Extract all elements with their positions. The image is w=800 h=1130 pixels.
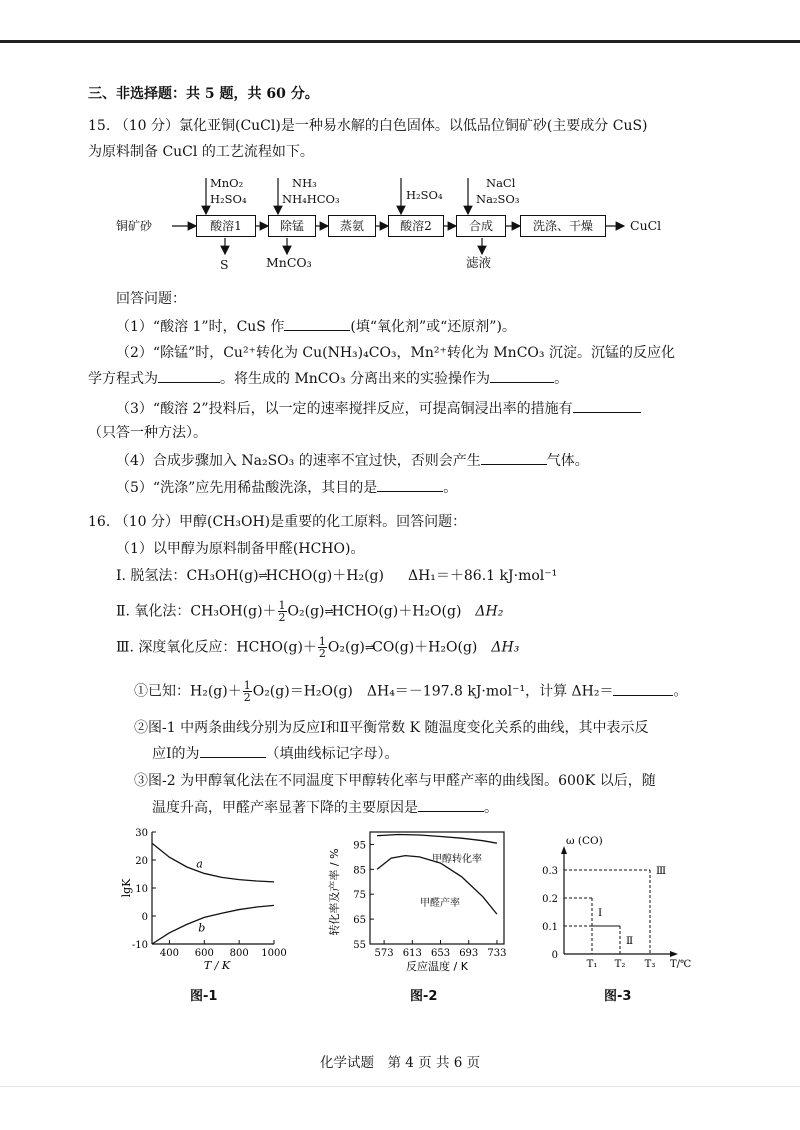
- y-tick-label: 30: [135, 828, 148, 839]
- q16-item3-line1: ③图-2 为甲醇氧化法在不同温度下甲醇转化率与甲醛产率的曲线图。600K 以后，随: [134, 773, 656, 789]
- q16-item2-line2: [152, 743, 399, 764]
- fraction-half: [318, 636, 327, 659]
- flow-out1: S: [220, 257, 229, 272]
- flow-step-ammonia: 蒸氨: [328, 215, 376, 237]
- flow-input1-b: H₂SO₄: [210, 192, 247, 206]
- flow-input5-a: NaCl: [486, 176, 516, 190]
- reaction-1-dh: ΔH₁＝＋86.1 kJ·mol⁻¹: [407, 568, 558, 584]
- flow-step-demanganese: 除锰: [268, 215, 316, 237]
- series-line-methanol-conversion: [377, 835, 497, 844]
- x-tick-label: 613: [402, 948, 422, 959]
- fraction-half: [278, 600, 287, 623]
- q15-part2-text: 学方程式为: [88, 371, 158, 387]
- x-tick-label: 800: [229, 948, 249, 959]
- fraction-num: 1: [243, 679, 251, 692]
- q15-stem-line2: 为原料制备 CuCl 的工艺流程如下。: [88, 144, 314, 160]
- y-tick-label: 0.3: [542, 866, 558, 877]
- figure-1-chart: [118, 822, 287, 974]
- q16-item2-tail: （填曲线标记字母）。: [265, 746, 399, 762]
- y-tick-label: 95: [353, 840, 366, 852]
- y-axis-arrow-icon: [561, 846, 567, 854]
- flow-step-synthesis: 合成: [456, 215, 506, 237]
- point-label: Ⅲ: [656, 865, 667, 877]
- x-axis-label: 反应温度 / K: [406, 960, 468, 973]
- q16-stem: 16. （10 分）甲醇(CH₃OH)是重要的化工原料。回答问题：: [88, 514, 467, 530]
- y-tick-label: 85: [353, 865, 366, 877]
- answer-blank-4[interactable]: [481, 450, 547, 465]
- header-rule: [0, 40, 800, 43]
- y-axis-label: ω (CO): [566, 835, 603, 847]
- q15-part1-text: （1）“酸溶 1”时，CuS 作: [116, 319, 285, 335]
- answer-blank-6[interactable]: [613, 681, 673, 696]
- fraction-den: 2: [243, 691, 251, 704]
- reaction-3: [116, 636, 519, 659]
- reaction-3-label: Ⅲ. 深度氧化反应：: [116, 639, 237, 656]
- y-tick-label: 75: [353, 890, 366, 902]
- reaction-1-label: Ⅰ. 脱氢法：: [116, 568, 187, 584]
- section-heading: 三、非选择题：共 5 题，共 60 分。: [88, 86, 319, 102]
- flow-input1-a: MnO₂: [210, 176, 244, 190]
- reaction-2-o2: O₂(g): [287, 603, 325, 620]
- figure-2-caption: 图-2: [410, 989, 438, 1004]
- q15-part2-line1: （2）“除锰”时，Cu²⁺转化为 Cu(NH₃)₄CO₃，Mn²⁺转化为 MnCO₃ 沉淀。沉锰的反应化: [116, 345, 675, 361]
- page-footer: 化学试题 第 4 页 共 6 页: [320, 1055, 481, 1071]
- y-tick-label: 0: [141, 912, 148, 923]
- q16-item1: [134, 680, 687, 703]
- equilibrium-arrow-icon: ⇌: [364, 640, 373, 654]
- y-tick-label: -10: [131, 940, 148, 951]
- series-line-a: [152, 843, 274, 882]
- q15-part2-mid: 。将生成的 MnCO₃ 分离出来的实验操作为: [220, 371, 491, 387]
- y-tick-label: 0.2: [542, 894, 558, 905]
- series-label: 甲醛产率: [420, 898, 460, 909]
- q16-item2-line1: ②图-1 中两条曲线分别为反应Ⅰ和Ⅱ平衡常数 K 随温度变化关系的曲线，其中表示反: [134, 720, 649, 736]
- footer-rule: [0, 1086, 800, 1087]
- flow-step-acid2: 酸溶2: [388, 215, 444, 237]
- flow-out2: MnCO₃: [266, 255, 312, 270]
- y-axis-label: lgK: [120, 878, 133, 898]
- reaction-2-left: CH₃OH(g)＋: [190, 603, 277, 620]
- x-tick-label: 1000: [261, 948, 287, 959]
- reaction-2-dh: ΔH₂: [475, 603, 504, 620]
- x-tick-label: T₂: [614, 959, 626, 970]
- flow-step-wash-dry: 洗涤、干燥: [520, 215, 606, 237]
- answer-blank-1[interactable]: [284, 316, 350, 331]
- q15-part4-text: （4）合成步骤加入 Na₂SO₃ 的速率不宜过快，否则会产生: [116, 453, 481, 469]
- y-tick-label: 20: [135, 856, 148, 867]
- fraction-num: 1: [318, 635, 326, 648]
- q16-sub1: （1）以甲醇为原料制备甲醛(HCHO)。: [116, 541, 365, 557]
- x-tick-label: 693: [459, 948, 479, 959]
- answer-blank-2a[interactable]: [158, 368, 220, 383]
- q15-part2-end: 。: [554, 371, 569, 387]
- reaction-1-right: HCHO(g)＋H₂(g): [265, 568, 384, 584]
- q15-part3-line2: （只答一种方法）。: [88, 425, 207, 441]
- x-tick-label: T₁: [586, 959, 598, 970]
- reaction-3-dh: ΔH₃: [491, 639, 520, 656]
- fraction-den: 2: [318, 647, 326, 660]
- reaction-2-right: HCHO(g)＋H₂O(g): [331, 603, 462, 620]
- q15-part1: [116, 316, 516, 337]
- figure-1-caption: 图-1: [190, 989, 218, 1004]
- flow-input4: H₂SO₄: [406, 188, 443, 202]
- x-tick-label: 573: [374, 948, 394, 959]
- reaction-3-right: CO(g)＋H₂O(g): [372, 639, 478, 656]
- point-label: Ⅱ: [626, 935, 634, 947]
- q15-part5-text: （5）“洗涤”应先用稀盐酸洗涤，其目的是: [116, 480, 378, 496]
- y-tick-label: 0: [551, 950, 558, 961]
- fraction-num: 1: [278, 599, 286, 612]
- flow-input5-b: Na₂SO₃: [476, 192, 520, 206]
- y-tick-label: 10: [135, 884, 148, 895]
- x-axis-label: T / K: [203, 959, 231, 972]
- series-label-a: a: [196, 857, 203, 871]
- reaction-2: [116, 600, 503, 623]
- y-tick-label: 0.1: [542, 922, 558, 933]
- q15-stem-line1: 15. （10 分）氯化亚铜(CuCl)是一种易水解的白色固体。以低品位铜矿砂(主要成分 CuS): [88, 118, 648, 134]
- flow-out5: 滤液: [466, 255, 492, 270]
- figure-2-chart: [322, 826, 512, 976]
- q15-part1-tail: (填“氧化剂”或“还原剂”)。: [350, 319, 516, 335]
- q15-part5-tail: 。: [443, 480, 458, 496]
- answer-blank-3[interactable]: [573, 398, 641, 413]
- x-tick-label: 600: [194, 948, 214, 959]
- flow-start: 铜矿砂: [116, 219, 153, 233]
- figure-3-caption: 图-3: [604, 989, 632, 1004]
- q15-part3-line1: [116, 398, 641, 419]
- y-axis-label: 转化率及产率 / %: [328, 848, 341, 936]
- x-axis-arrow-icon: [670, 951, 678, 957]
- q15-part3-text: （3）“酸溶 2”投料后，以一定的速率搅拌反应，可提高铜浸出率的措施有: [116, 401, 573, 417]
- x-tick-label: 653: [430, 948, 451, 959]
- plot-frame: [370, 832, 504, 944]
- y-tick-label: 65: [353, 915, 366, 927]
- flow-input2-b: NH₄HCO₃: [282, 192, 340, 206]
- q16-item1-mid: O₂(g)＝H₂O(g) ΔH₄＝－197.8 kJ·mol⁻¹，计算 ΔH₂＝: [252, 683, 614, 700]
- answer-blank-8[interactable]: [418, 797, 484, 812]
- equilibrium-arrow-icon: ⇌: [324, 604, 332, 618]
- reaction-3-o2: O₂(g): [327, 639, 365, 656]
- flow-input2-a: NH₃: [292, 176, 317, 190]
- series-label-b: b: [198, 921, 206, 935]
- q16-item3-line2: [152, 797, 498, 818]
- x-tick-label: 733: [487, 948, 507, 959]
- flow-step-acid1: 酸溶1: [196, 215, 256, 237]
- equilibrium-arrow-icon: ⇌: [258, 569, 266, 582]
- answer-blank-7[interactable]: [200, 743, 266, 758]
- fraction-den: 2: [278, 611, 286, 624]
- y-tick-label: 55: [353, 940, 366, 951]
- series-label: 甲醇转化率: [432, 854, 482, 865]
- q16-item1-end: 。: [673, 683, 688, 700]
- flow-end: CuCl: [630, 218, 662, 233]
- figure-3-chart: [524, 836, 694, 976]
- reaction-1: [116, 566, 557, 586]
- series-line-b: [152, 905, 274, 944]
- q15-answer-heading: 回答问题：: [116, 291, 186, 307]
- answer-blank-5[interactable]: [377, 477, 443, 492]
- x-tick-label: T₃: [644, 959, 656, 970]
- point-label: Ⅰ: [598, 907, 603, 919]
- fraction-half: [243, 680, 252, 703]
- q16-item3-tail: 。: [484, 800, 498, 816]
- q15-part2-line2: [88, 368, 568, 389]
- q16-item1-text: ①已知：H₂(g)＋: [134, 683, 242, 700]
- reaction-1-left: CH₃OH(g): [186, 568, 259, 584]
- q15-part5: [116, 477, 457, 498]
- reaction-2-label: Ⅱ. 氧化法：: [116, 603, 191, 620]
- q16-item2-text: 应Ⅰ的为: [152, 746, 200, 762]
- q15-part4-tail: 气体。: [546, 453, 589, 469]
- q15-part4: [116, 450, 589, 471]
- reaction-3-left: HCHO(g)＋: [236, 639, 317, 656]
- x-tick-label: 400: [159, 948, 179, 959]
- x-axis-label: T/℃: [670, 959, 692, 970]
- q16-item3-text: 温度升高，甲醛产率显著下降的主要原因是: [152, 800, 418, 816]
- answer-blank-2b[interactable]: [490, 368, 554, 383]
